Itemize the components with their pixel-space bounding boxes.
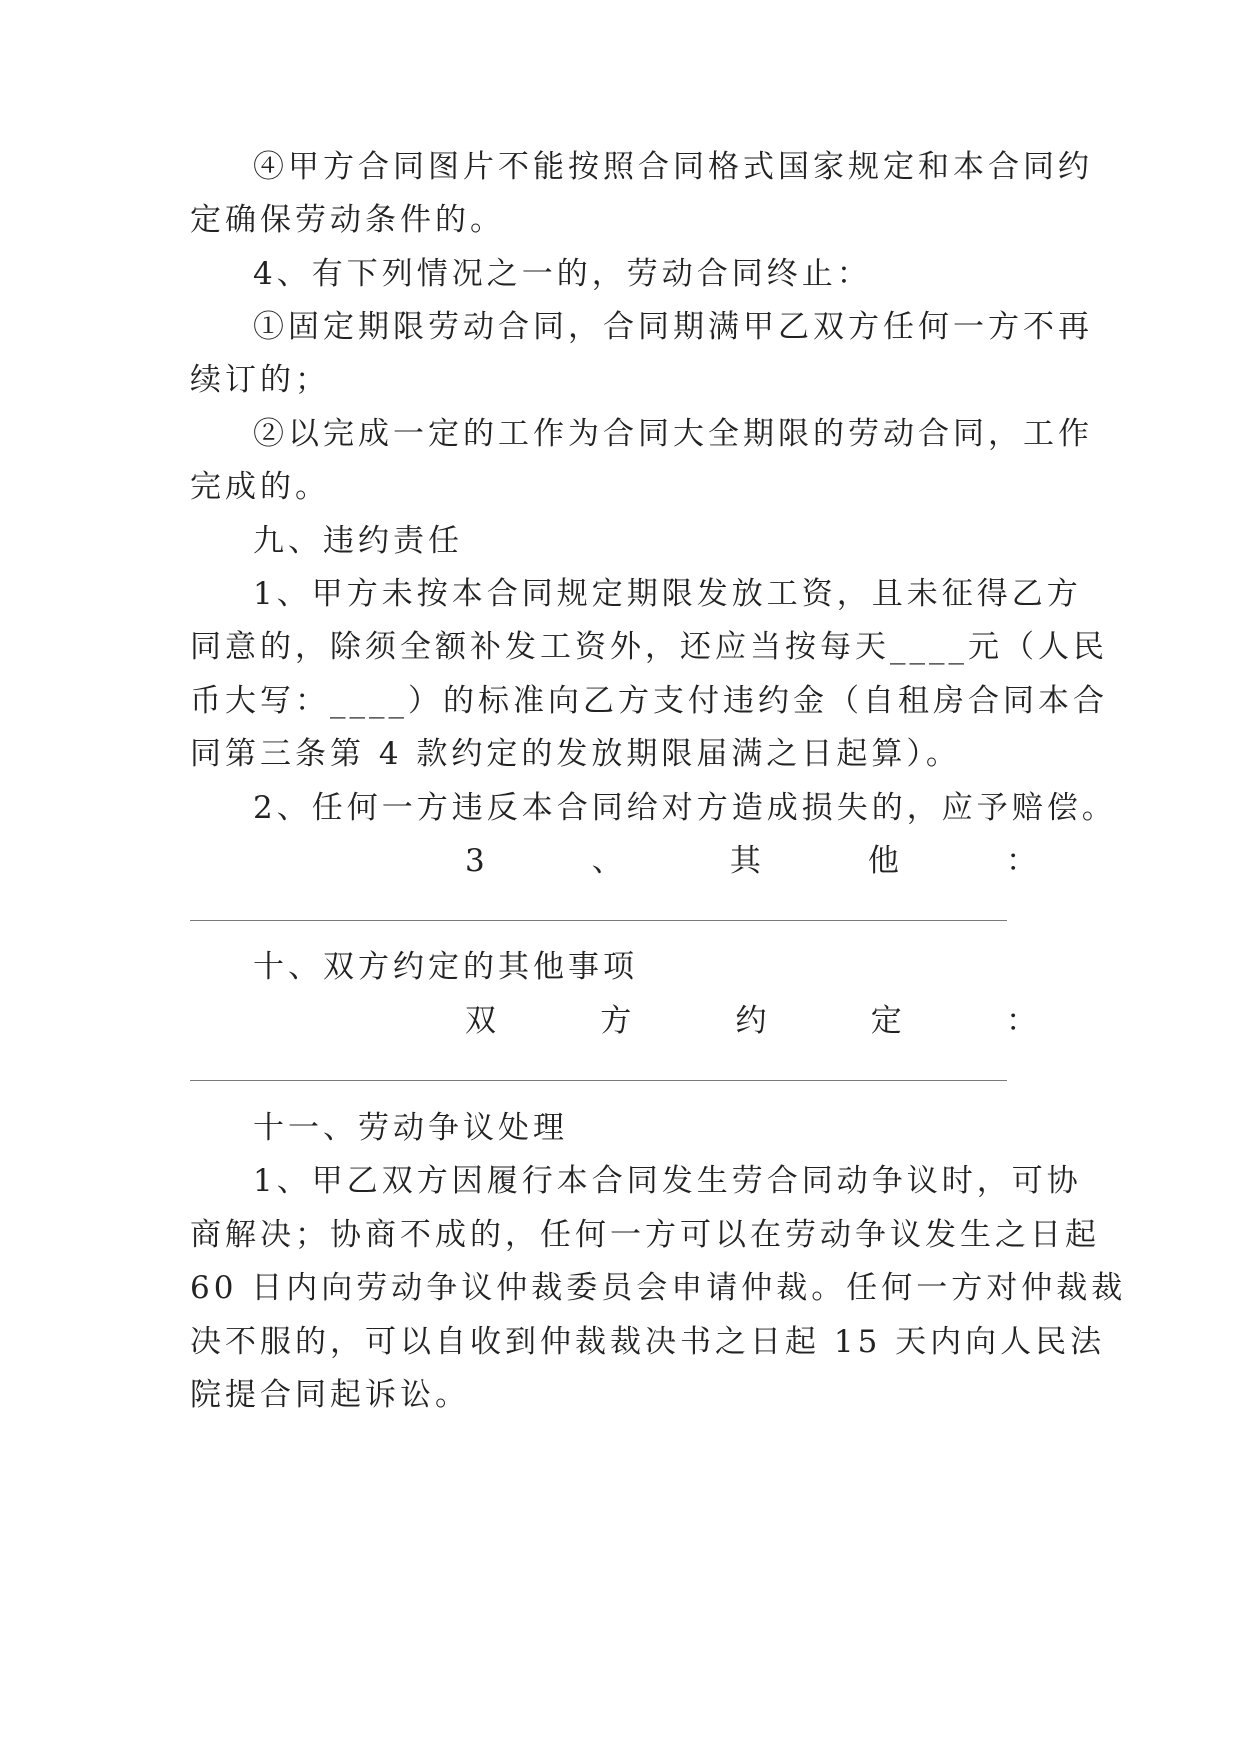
- paragraph-line: 4、有下列情况之一的，劳动合同终止：: [253, 256, 872, 292]
- paragraph-line: 完成的。: [190, 469, 330, 505]
- other-clause-line: [465, 841, 1037, 881]
- mutual-agreement-line: [465, 1001, 1037, 1041]
- section-heading-9: 九、违约责任: [253, 523, 463, 559]
- mutual-agreement-part: 双: [465, 1003, 496, 1039]
- section-heading-10: 十、双方约定的其他事项: [253, 949, 638, 985]
- paragraph-line: 1、甲方未按本合同规定期限发放工资，且未征得乙方: [253, 576, 1082, 612]
- other-clause-part: 、: [591, 843, 623, 879]
- mutual-agreement-part: 方: [600, 1003, 632, 1039]
- paragraph-line: 同第三条第 4 款约定的发放期限届满之日起算）。: [190, 736, 961, 772]
- paragraph-line: 商解决；协商不成的，任何一方可以在劳动争议发生之日起: [190, 1217, 1100, 1253]
- fill-in-blank-line: [190, 920, 1007, 921]
- other-clause-part: 他: [867, 843, 899, 879]
- paragraph-line: ②以完成一定的工作为合同大全期限的劳动合同，工作: [253, 416, 1093, 452]
- paragraph-line: 同意的，除须全额补发工资外，还应当按每天____元（人民: [190, 629, 1108, 665]
- paragraph-line: 续订的；: [190, 362, 330, 398]
- paragraph-line: 院提合同起诉讼。: [190, 1377, 470, 1413]
- paragraph-line: 决不服的，可以自收到仲裁裁决书之日起 15 天内向人民法: [190, 1324, 1106, 1360]
- other-clause-part: ：: [1005, 843, 1037, 879]
- paragraph-line: ④甲方合同图片不能按照合同格式国家规定和本合同约: [253, 149, 1093, 185]
- mutual-agreement-part: 约: [735, 1003, 767, 1039]
- mutual-agreement-part: ：: [1006, 1003, 1037, 1039]
- paragraph-line: 币大写：____）的标准向乙方支付违约金（自租房合同本合: [190, 683, 1108, 719]
- paragraph-line: 60 日内向劳动争议仲裁委员会申请仲裁。任何一方对仲裁裁: [190, 1270, 1127, 1306]
- section-heading-11: 十一、劳动争议处理: [253, 1110, 568, 1146]
- mutual-agreement-part: 定: [870, 1003, 902, 1039]
- paragraph-line: 1、甲乙双方因履行本合同发生劳合同动争议时，可协: [253, 1163, 1082, 1199]
- paragraph-line: 定确保劳动条件的。: [190, 202, 505, 238]
- other-clause-part: 3: [465, 843, 485, 879]
- paragraph-line: ①固定期限劳动合同，合同期满甲乙双方任何一方不再: [253, 309, 1093, 345]
- paragraph-line: 2、任何一方违反本合同给对方造成损失的，应予赔偿。: [253, 790, 1117, 826]
- fill-in-blank-line: [190, 1080, 1007, 1081]
- other-clause-part: 其: [729, 843, 761, 879]
